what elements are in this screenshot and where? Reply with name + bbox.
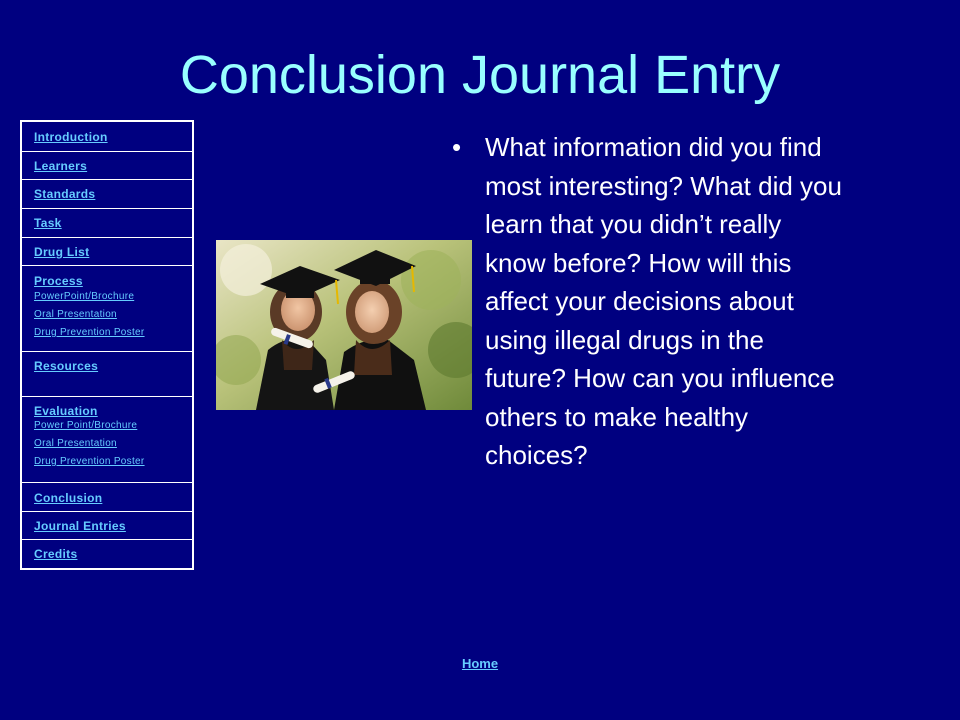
nav-link-process-poster[interactable]: Drug Prevention Poster <box>34 327 145 338</box>
nav-cell-introduction <box>22 122 192 152</box>
nav-link-drug-list[interactable]: Drug List <box>34 245 90 259</box>
slide-title: Conclusion Journal Entry <box>179 45 781 105</box>
nav-link-learners[interactable]: Learners <box>34 159 88 173</box>
home-link-container <box>0 655 960 673</box>
nav-link-task[interactable]: Task <box>34 216 62 230</box>
nav-link-conclusion[interactable]: Conclusion <box>34 491 103 505</box>
nav-cell-resources <box>22 352 192 397</box>
nav-link-evaluation-powerpoint[interactable]: Power Point/Brochure <box>34 420 138 431</box>
navigation-menu <box>20 120 194 570</box>
nav-link-journal-entries[interactable]: Journal Entries <box>34 519 126 533</box>
nav-link-credits[interactable]: Credits <box>34 547 78 561</box>
nav-cell-drug-list <box>22 238 192 266</box>
nav-cell-journal-entries <box>22 512 192 540</box>
nav-cell-credits <box>22 540 192 568</box>
graduates-photo-icon <box>216 240 472 410</box>
nav-cell-learners <box>22 152 192 180</box>
nav-cell-standards <box>22 180 192 209</box>
nav-link-process[interactable]: Process <box>34 274 83 288</box>
nav-cell-conclusion <box>22 483 192 512</box>
nav-link-process-oral[interactable]: Oral Presentation <box>34 309 117 320</box>
bullet-point: • <box>452 132 462 162</box>
nav-cell-task <box>22 209 192 238</box>
graduates-photo <box>216 240 472 410</box>
nav-cell-process <box>22 266 192 352</box>
nav-link-process-powerpoint[interactable]: PowerPoint/Brochure <box>34 291 135 302</box>
nav-cell-evaluation <box>22 397 192 483</box>
home-link[interactable]: Home <box>461 656 499 671</box>
nav-link-evaluation[interactable]: Evaluation <box>34 404 98 418</box>
nav-link-evaluation-oral[interactable]: Oral Presentation <box>34 438 117 449</box>
journal-prompt-text: What information did you find most interesting? What did you learn that you didn’t really know before? How will this affect your decisions about using illegal drugs in the future? How can you influence others to make healthy choices? <box>485 132 842 470</box>
nav-link-introduction[interactable]: Introduction <box>34 130 108 144</box>
nav-link-resources[interactable]: Resources <box>34 359 99 373</box>
nav-link-standards[interactable]: Standards <box>34 187 96 201</box>
nav-link-evaluation-poster[interactable]: Drug Prevention Poster <box>34 456 145 467</box>
